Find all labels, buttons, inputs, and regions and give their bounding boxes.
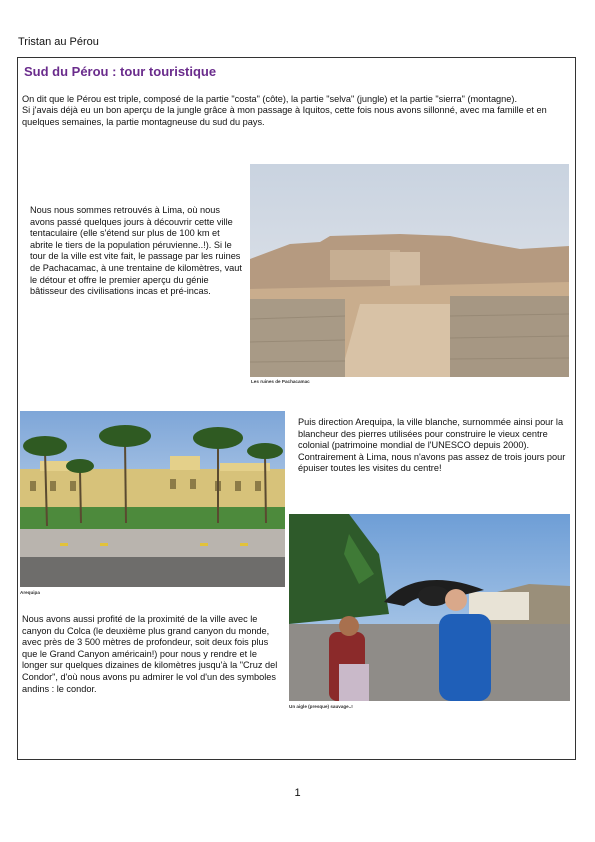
photo-pachacamac-ruins	[250, 164, 569, 377]
caption-pachacamac: Les ruines de Pachacamac	[251, 379, 310, 384]
photo-arequipa-plaza	[20, 411, 285, 587]
paragraph-colca: Nous avons aussi profité de la proximité de la ville avec le canyon du Colca (le deuxième plus grand canyon du monde, avec près de 3 500 mètres de profondeur, soit deux fois plus que le Grand Canyon américain!) pour nous y rendre et le longer sur quelques dizaines de kilomètres jusqu'à la "Cruz del Condor", d'où nous avons pu admirer le vol d'un des symboles andins : le condor.	[22, 614, 278, 694]
page-number: 1	[294, 787, 301, 799]
article-intro	[22, 94, 572, 128]
caption-arequipa: Arequipa	[20, 590, 40, 595]
intro-paragraph-1: On dit que le Pérou est triple, composé de la partie "costa" (côte), la partie "selva" (jungle) et la partie "sierra" (montagne).	[22, 94, 518, 104]
article-title: Sud du Pérou : tour touristique	[24, 64, 217, 79]
caption-condor: Un aigle (presque) sauvage..!	[289, 704, 353, 709]
paragraph-lima: Nous nous sommes retrouvés à Lima, où nous avons passé quelques jours à découvrir cette ville tentaculaire (elle s'étend sur plus de 100 km et abrite le tiers de la population péruvienne..!). Si le tour de la ville est vite fait, le passage par les ruines de Pachacamac, à une trentaine de kilomètres, vaut le détour et offre le premier aperçu du génie bâtisseur des civilisations incas et pré-incas.	[30, 205, 242, 297]
intro-paragraph-2: Si j'avais déjà eu un bon aperçu de la jungle grâce à mon passage à Iquitos, cette fois nous avons sillonné, avec ma famille et en quelques semaines, la partie montagneuse du sud du pays.	[22, 105, 547, 127]
photo-condor	[289, 514, 570, 701]
document-header-author: Tristan au Pérou	[18, 36, 99, 48]
paragraph-arequipa: Puis direction Arequipa, la ville blanche, surnommée ainsi pour la blancheur des pierres utilisées pour construire le vieux centre colonial (patrimoine mondial de l'UNESCO depuis 2000). Contrairement à Lima, nous n'avons pas assez de trois jours pour épuiser toutes les visites du centre!	[298, 417, 566, 474]
